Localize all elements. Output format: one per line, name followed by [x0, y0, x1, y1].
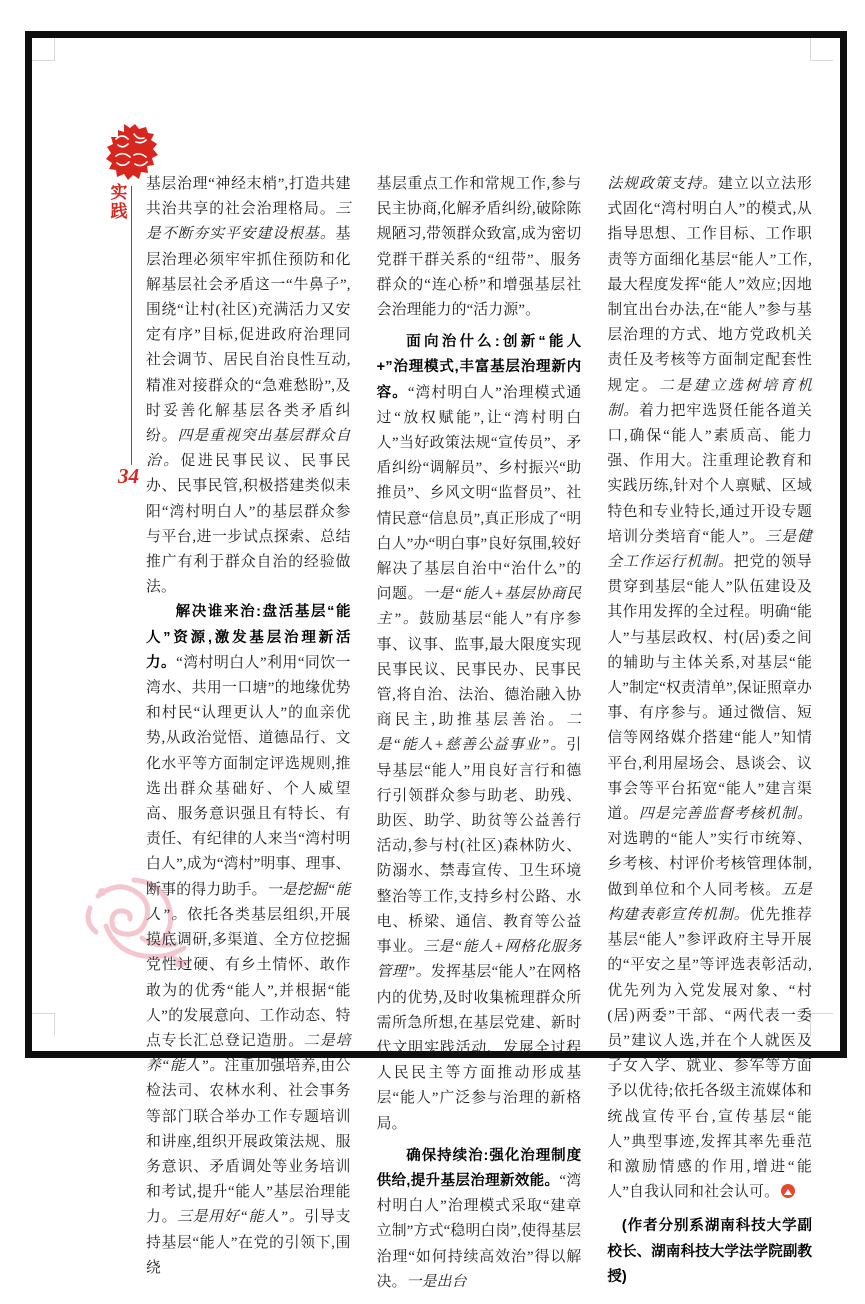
text-run: 注重加强培养,由公检法司、农林水利、社会事务等部门联合举办工作专题培训和讲座,组织开展政策法规、服务意识、矛盾调处等业务培训和考试,提升“能人”基层治理能力。 [146, 1058, 351, 1226]
text-run: 基层治理必须牢牢抓住预防和化解基层社会矛盾这一“牛鼻子”,围绕“让村(社区)充满活力又安定有序”目标,促进政府治理同社会调节、居民自治良性互动,精准对接群众的“急难愁盼”,及时妥善化解基层各类矛盾纠纷。 [146, 226, 351, 445]
text-run: 一是挖掘“能人”。 [146, 881, 351, 923]
section-label: 实践 [110, 183, 128, 221]
text-column-3 [607, 172, 812, 1304]
text-run: 对选聘的“能人”实行市统筹、乡考核、村评价考核管理体制,做到单位和个人同考核。 [607, 831, 813, 898]
text-run: 四是重视突出基层群众自治。 [146, 428, 351, 470]
paragraph [377, 172, 582, 323]
author-note: (作者分别系湖南科技大学副校长、湖南科技大学法学院副教授) [607, 1218, 813, 1285]
text-run: 四是完善监督考核机制。 [638, 806, 813, 823]
corner-mark-top-right [810, 38, 833, 61]
section-divider-rule [131, 186, 132, 465]
text-run: 二是建立选树培育机制。 [607, 377, 813, 419]
text-run: 法规政策支持。 [607, 176, 718, 192]
text-run: 二是培养“能人”。 [146, 1032, 351, 1075]
paragraph [377, 330, 582, 1137]
text-run: 优先推荐基层“能人”参评政府主导开展的“平安之星”等评选表彰活动,优先列为入党发展对象、“村(居)两委”干部、“两代表一委员”建议人选,并在个人就医及子女入学、就业、参军等方面予以优待;依托各级主流媒体和统战宣传平台,宣传基层“能人”典型事迹,发挥其率先垂范和激励情感的作用,增进“能人”自我认同和社会认可。 [607, 906, 813, 1201]
text-run: 促进民事民议、民事民办、民事民管,积极搭建类似耒阳“湾村明白人”的基层群众参与平台,进一步试点探索、总结推广有利于群众自治的经验做法。 [146, 453, 351, 596]
text-run: 面向治什么:创新“能人+”治理模式,丰富基层治理新内容。 [376, 334, 582, 401]
text-run: 建立以立法形式固化“湾村明白人”的模式,从指导思想、工作目标、工作职责等方面细化基层“能人”工作,最大程度发挥“能人”效应;因地制宜出台办法,在“能人”参与基层治理的方式、地方党政机关责任及考核等方面制定配套性规定。 [607, 176, 813, 394]
text-run: 三是健全工作运行机制。 [607, 528, 813, 571]
text-run: 着力把牢选贤任能各道关口,确保“能人”素质高、能力强、作用大。注重理论教育和实践历练,针对个人禀赋、区域特色和专业特长,通过开设专题培训分类培育“能人”。 [607, 402, 813, 545]
text-run: 依托各类基层组织,开展摸底调研,多渠道、全方位挖掘党性过硬、有乡土情怀、敢作敢为的优秀“能人”,并根据“能人”的发展意向、工作动态、特点专长汇总登记造册。 [146, 906, 351, 1049]
text-run: 三是“能人+网格化服务管理”。 [376, 939, 582, 981]
corner-mark-bottom-right [810, 1013, 833, 1036]
text-run: 发挥基层“能人”在网格内的优势,及时收集梳理群众所需所急所想,在基层党建、新时代文明实践活动、发展全过程人民民主等方面推动形成基层“能人”广泛参与治理的新格局。 [376, 964, 582, 1132]
text-column-1 [146, 172, 351, 1304]
text-run: 一是出台 [406, 1273, 467, 1290]
text-run: 鼓励基层“能人”有序参事、议事、监事,最大限度实现民事民议、民事民办、民事民管,将自治、法治、德治融入协商民主,助推基层善治。 [376, 611, 582, 729]
text-run: 三是不断夯实平安建设根基。 [146, 201, 351, 243]
text-run: 确保持续治:强化治理制度供给,提升基层治理新效能。 [376, 1147, 582, 1189]
text-run: 三是用好“能人”。 [177, 1209, 305, 1226]
text-run: 解决谁来治:盘活基层“能人”资源,激发基层治理新活力。 [146, 604, 351, 671]
text-run: “湾村明白人”治理模式通过“放权赋能”,让“湾村明白人”当好政策法规“宣传员”、矛盾纠纷“调解员”、乡村振兴“助推员”、乡风文明“监督员”、社情民意“信息员”,真正形成了“明白人”办“明白事”良好氛围,较好解决了基层自治中“治什么”的问题。 [376, 384, 582, 603]
text-run: 引导支持基层“能人”在党的引领下,围绕 [146, 1209, 351, 1276]
text-run: 一是“能人+基层协商民主”。 [376, 586, 582, 628]
page-number: 34 [118, 464, 139, 488]
text-run: “湾村明白人”治理模式采取“建章立制”方式“稳明白岗”,使得基层治理“如何持续高效治”得以解决。 [376, 1172, 582, 1290]
article-end-icon [781, 1184, 795, 1198]
text-run: 二是“能人+慈善公益事业”。 [376, 712, 582, 754]
text-run: 基层重点工作和常规工作,参与民主协商,化解矛盾纠纷,破除陈规陋习,带领群众致富,成为密切党群干群关系的“纽带”、服务群众的“连心桥”和增强基层社会治理能力的“活力源”。 [376, 176, 582, 319]
text-run: 引导基层“能人”用良好言行和德行引领群众参与助老、助残、助医、助学、助贫等公益善行活动,参与村(社区)森林防火、防溺水、禁毒宣传、卫生环境整治等工作,支持乡村公路、水电、桥梁、通信、教育等公益事业。 [376, 737, 582, 956]
article-body [146, 172, 812, 1304]
corner-mark-top-left [32, 38, 55, 61]
paragraph [146, 172, 351, 600]
corner-mark-bottom-left [32, 1013, 55, 1036]
text-run: 五是构建表彰宣传机制。 [607, 881, 813, 923]
text-run: 把党的领导贯穿到基层“能人”队伍建设及其作用发挥的全过程。明确“能人”与基层政权、村(居)委之间的辅助与主体关系,对基层“能人”制定“权责清单”,保证照章办事、有序参与。通过微信、短信等网络媒介搭建“能人”知情平台,利用屋场会、恳谈会、议事会等平台拓宽“能人”建言渠道。 [607, 554, 813, 823]
paragraph [146, 600, 351, 1280]
text-run: 基层治理“神经末梢”,打造共建共治共享的社会治理格局。 [146, 176, 351, 218]
text-run: “湾村明白人”利用“同饮一湾水、共用一口塘”的地缘优势和村民“认理更认人”的血亲优势,从政治觉悟、道德品行、文化水平等方面制定评选规则,推选出群众基础好、个人威望高、服务意识强且有特长、有责任、有纪律的人来当“湾村明白人”,成为“湾村”明事、理事、断事的得力助手。 [146, 654, 351, 898]
paragraph [377, 1144, 582, 1295]
text-column-2 [377, 172, 582, 1304]
paragraph [607, 172, 812, 1205]
